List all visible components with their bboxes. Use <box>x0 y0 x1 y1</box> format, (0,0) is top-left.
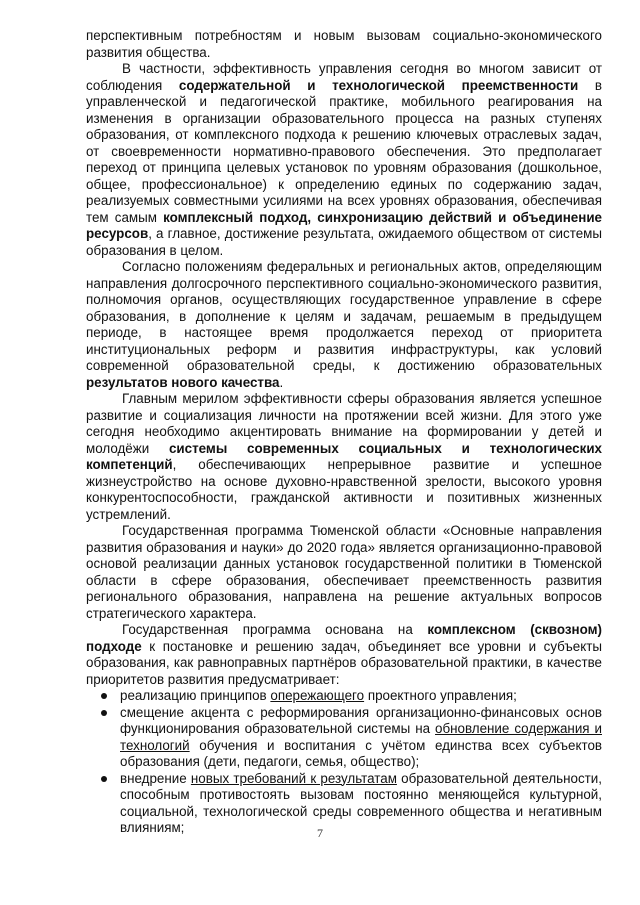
bullet-dot-icon <box>101 776 107 782</box>
list-item-text: смещение акцента с реформирования организационно-финансовых основ функционирования образовательной системы на обновление содержания и технологий обучения и воспитания с учётом единства всех субъектов образования (дети, педагоги, семья, общество); <box>120 704 602 769</box>
list-item <box>86 705 602 771</box>
priorities-list <box>86 688 602 837</box>
paragraph-4: Главным мерилом эффективности сферы образования является успешное развитие и социализация личности на протяжении всей жизни. Для этого уже сегодня необходимо акцентировать внимание на формировании у детей и молодёжи системы современных социальных и технологических компетенций, обеспечивающих непрерывное развитие и успешное жизнеустройство на основе духовно-нравственной зрелости, высокого уровня конкурентоспособности, гражданской активности и позитивных жизненных устремлений. <box>86 391 602 522</box>
paragraph-6: Государственная программа основана на комплексном (сквозном) подходе к постановке и решению задач, объединяет все уровни и субъекты образования, как равноправных партнёров образовательной практики, в качестве приоритетов развития предусматривает: <box>86 622 602 687</box>
list-item-text: внедрение новых требований к результатам образовательной деятельности, способным противостоять вызовам постоянно меняющейся культурной, социальной, технологической среды современного общества и негативным влияниям; <box>120 770 602 835</box>
list-item-text: реализацию принципов опережающего проектного управления; <box>120 688 517 703</box>
page-number: 7 <box>317 826 323 840</box>
paragraph-3: Согласно положениям федеральных и региональных актов, определяющим направления долгосрочного перспективного социально-экономического развития, полномочия органов, осуществляющих государственное управление в сфере образования, в дополнение к целям и задачам, решаемым в предыдущем периоде, в настоящее время продолжается переход от приоритета институциональных реформ и развития инфраструктуры, как условий современной образовательной среды, к достижению образовательных результатов нового качества. <box>86 259 602 390</box>
list-item <box>86 688 602 705</box>
bullet-dot-icon <box>101 710 107 716</box>
paragraph-2: В частности, эффективность управления сегодня во многом зависит от соблюдения содержательной и технологической преемственности в управленческой и педагогической практике, мобильного реагирования на изменения в организации образовательного процесса на разных ступенях образования, от комплексного подхода к решению ключевых отраслевых задач, от своевременности нормативно-правового обеспечения. Это предполагает переход от принципа целевых установок по уровням образования (дошкольное, общее, профессиональное) к определению единых по содержанию задач, реализуемых совместными усилиями на всех уровнях образования, обеспечивая тем самым комплексный подход, синхронизацию действий и объединение ресурсов, а главное, достижение результата, ожидаемого обществом от системы образования в целом. <box>86 61 603 258</box>
paragraph-5: Государственная программа Тюменской области «Основные направления развития образования и науки» до 2020 года» является организационно-правовой основой реализации данных установок государственной политики в Тюменской области в сфере образования, обеспечивает преемственность развития регионального образования, направлена на решение актуальных вопросов стратегического характера. <box>86 523 602 621</box>
bullet-dot-icon <box>101 693 107 699</box>
paragraph-1: перспективным потребностям и новым вызовам социально-экономического развития общества. <box>86 28 602 60</box>
